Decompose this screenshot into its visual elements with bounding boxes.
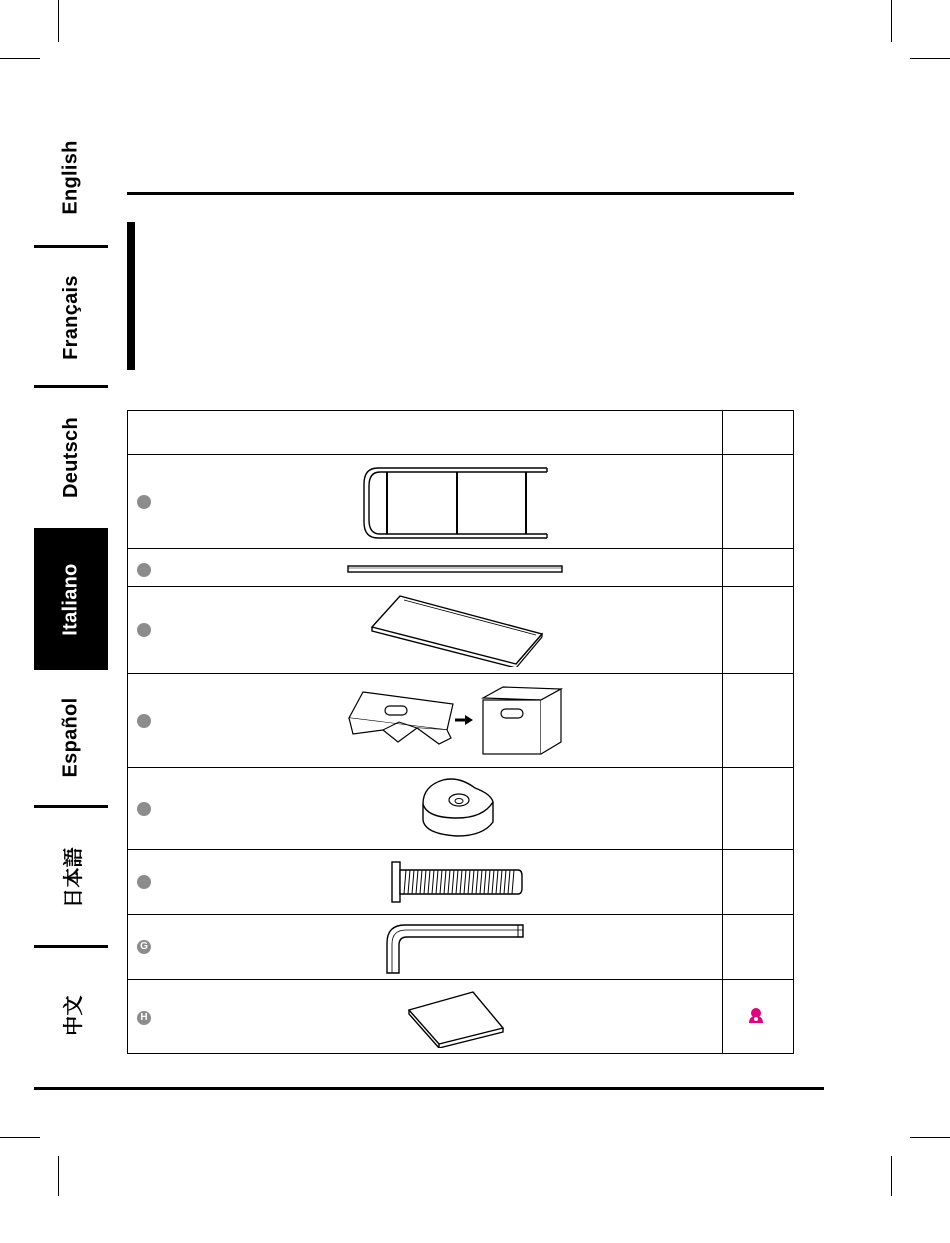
table-row [128,849,793,915]
lang-divider [34,945,108,948]
lang-tab-italiano[interactable] [34,528,108,670]
parts-table [127,410,794,1054]
part-letter-badge [137,714,151,728]
part-letter-badge [137,563,151,577]
crop-mark [910,58,950,59]
shelf-panel-icon [366,593,546,667]
storage-box-icon [343,682,568,762]
lang-tab-deutsch[interactable] [34,390,108,525]
table-row [128,673,793,768]
lang-divider [34,385,108,388]
part-letter-badge: H [137,1011,151,1025]
crop-mark [891,1156,892,1196]
table-header [128,411,793,454]
allen-key-icon [383,921,528,975]
part-letter-badge [137,802,151,816]
lang-tab-label: Italiano [59,562,82,636]
lang-tab-label: English [59,140,82,215]
crop-mark [891,0,892,42]
crop-mark [58,1156,59,1196]
table-row [128,454,793,549]
lang-tab-label: 中文 [62,994,85,1036]
crop-mark [0,1137,40,1138]
header-rule [127,192,794,195]
note-bar [127,222,135,370]
crop-mark [58,0,59,42]
lang-tab-label: Español [59,697,82,777]
shelf-frame-icon [358,464,553,542]
screw-icon [388,860,523,904]
support-bar-icon [346,563,566,575]
lang-tab-english[interactable] [34,110,108,245]
table-row [128,548,793,587]
lang-tab-espanol[interactable] [34,672,108,802]
part-letter-badge [137,875,151,889]
lang-divider [34,245,108,248]
person-icon [748,1007,764,1023]
table-row [128,767,793,850]
table-row [128,914,793,980]
part-letter-badge [137,623,151,637]
table-row [128,979,793,1054]
lang-tab-chinese[interactable] [34,950,108,1080]
table-row [128,586,793,674]
part-letter-badge [137,495,151,509]
crop-mark [0,58,40,59]
part-letter-badge: G [137,940,151,954]
lang-tab-francais[interactable] [34,250,108,385]
lang-tab-japanese[interactable] [34,810,108,945]
footer-rule [34,1087,824,1090]
lang-tab-label: 日本語 [62,847,85,908]
lang-divider [34,805,108,808]
crop-mark [910,1137,950,1138]
spacer-icon [413,774,498,842]
pad-icon [403,988,508,1048]
lang-tab-label: Deutsch [59,416,82,499]
lang-tab-label: Français [59,275,82,360]
